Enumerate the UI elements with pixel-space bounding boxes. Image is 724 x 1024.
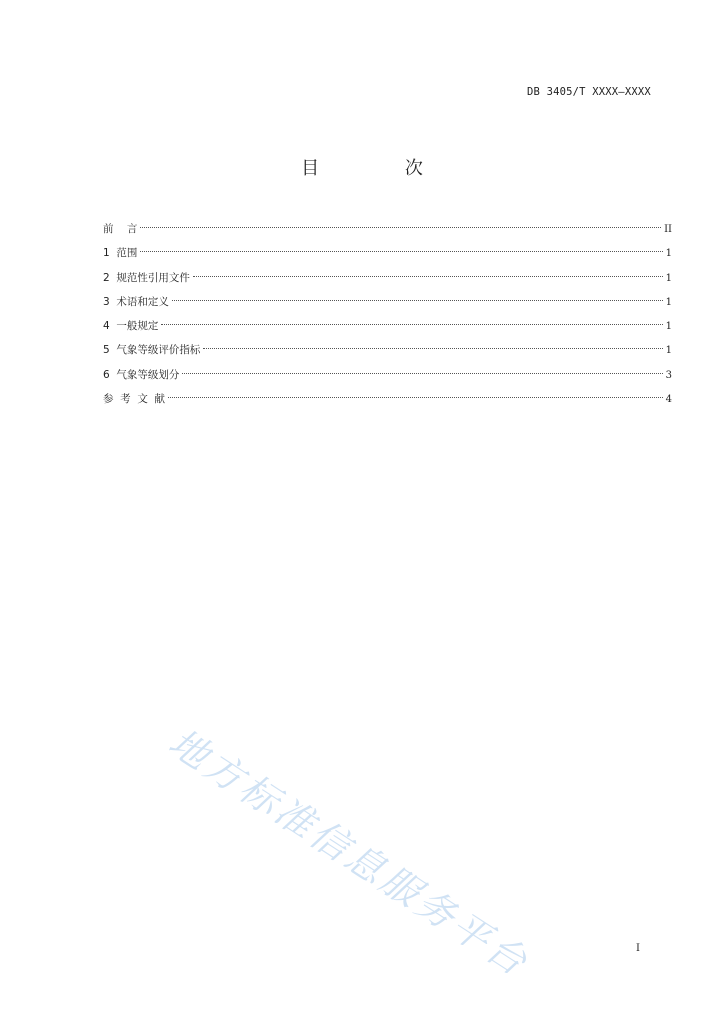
toc-entry-page: 1: [665, 272, 672, 284]
toc-entry-label: 1 范围: [103, 247, 138, 260]
page-title: 目 次: [301, 158, 463, 179]
toc-leader-dots: [140, 227, 661, 228]
toc-leader-dots: [140, 251, 662, 252]
toc-leader-dots: [203, 348, 662, 349]
toc-entry-label: 3 术语和定义: [103, 295, 169, 308]
toc-entry-scope[interactable]: [103, 244, 672, 268]
document-code: DB 3405/T XXXX—XXXX: [527, 86, 651, 98]
toc-leader-dots: [172, 300, 663, 301]
toc-leader-dots: [168, 397, 663, 398]
toc-leader-dots: [193, 276, 663, 277]
toc-entry-page: 1: [665, 345, 672, 357]
toc-entry-label: 参 考 文 献: [103, 393, 166, 406]
toc-entry-page: 4: [665, 394, 672, 406]
toc-entry-page: 1: [665, 321, 672, 333]
toc-entry-page: 1: [665, 296, 672, 308]
toc-entry-normative-references[interactable]: [103, 269, 672, 293]
toc-entry-page: 1: [665, 248, 672, 260]
toc-entry-label: 6 气象等级划分: [103, 368, 180, 381]
table-of-contents: [103, 220, 672, 414]
toc-entry-page: II: [664, 224, 672, 235]
watermark: 地方标准信息服务平台: [161, 719, 538, 986]
toc-entry-label: 4 一般规定: [103, 320, 159, 333]
toc-entry-label: 2 规范性引用文件: [103, 271, 190, 284]
toc-entry-general-provisions[interactable]: [103, 317, 672, 341]
toc-entry-evaluation-indicators[interactable]: [103, 341, 672, 365]
toc-leader-dots: [161, 324, 662, 325]
toc-entry-grade-division[interactable]: [103, 366, 672, 390]
page-number: I: [636, 943, 640, 954]
toc-entry-foreword[interactable]: [103, 220, 672, 244]
toc-entry-label: 前 言: [103, 223, 138, 235]
toc-entry-bibliography[interactable]: [103, 390, 672, 414]
toc-entry-page: 3: [665, 369, 672, 381]
toc-entry-label: 5 气象等级评价指标: [103, 344, 201, 357]
toc-leader-dots: [182, 373, 662, 374]
toc-entry-terms-definitions[interactable]: [103, 293, 672, 317]
